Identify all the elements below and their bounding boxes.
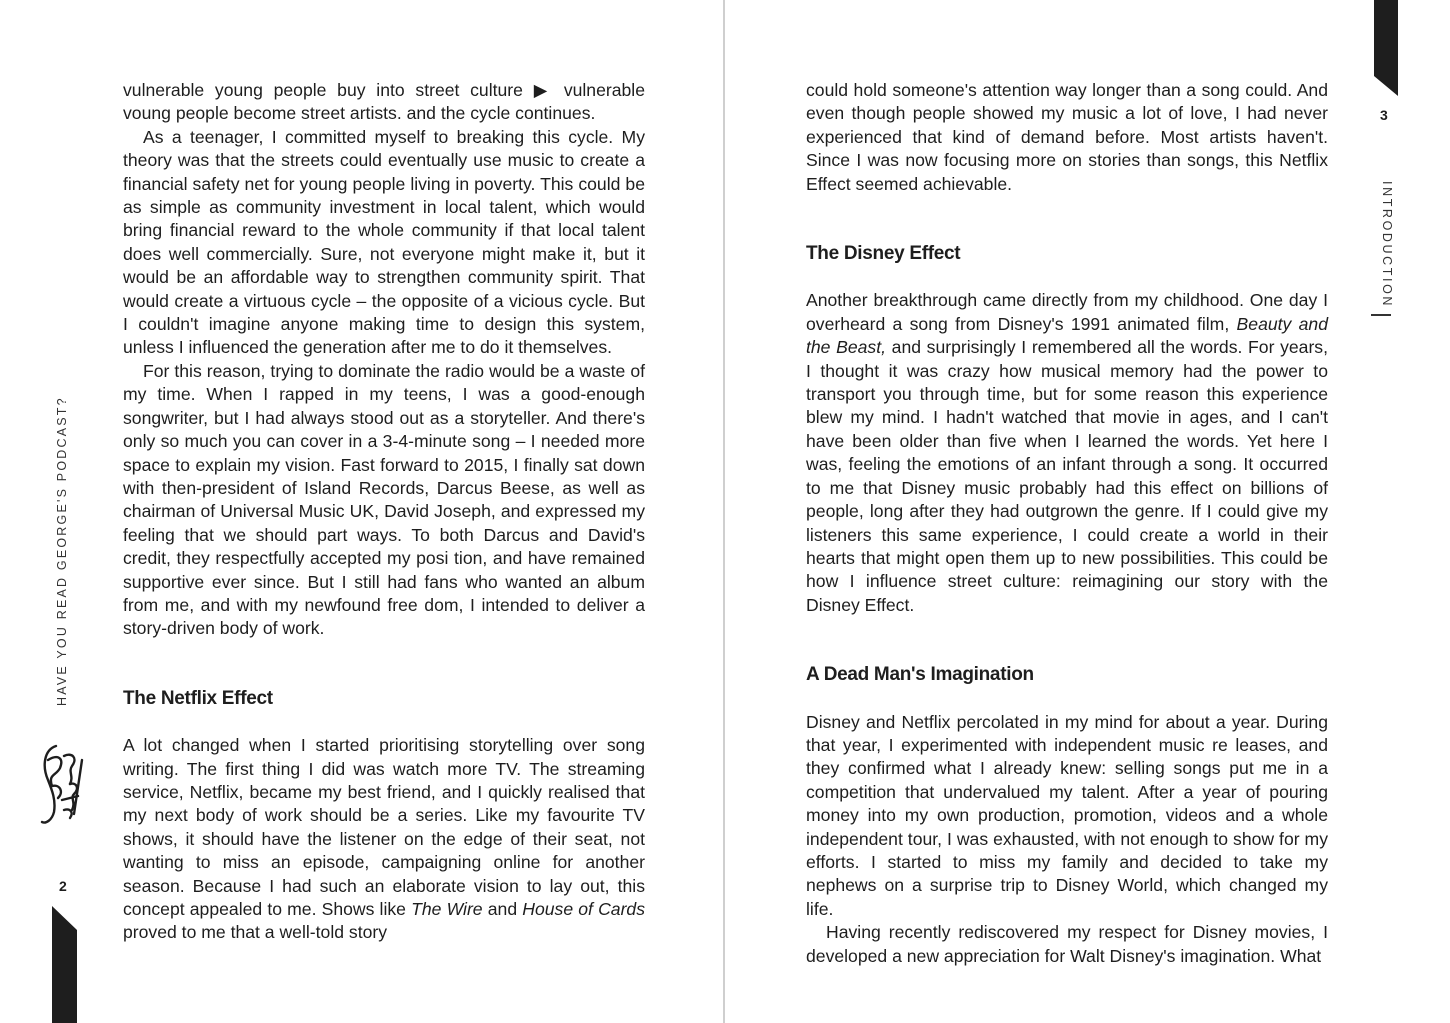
george-the-poet-signature-logo (34, 740, 88, 830)
paragraph-text: and (487, 899, 518, 919)
running-head-right: INTRODUCTION (1380, 181, 1394, 309)
paragraph-text: A lot changed when I started prioritising storytelling over song writing. The first thing I did was watch more TV. The streaming service, Netflix, became my best friend, and I quickly realised that my next body of work should be a series. Like my favourite TV shows, it should have the listener on the edge of their seat, not wanting to miss an episode, campaigning online for another season. Because I had such an elaborate vision to lay out, this concept appealed to me. Shows like (123, 735, 645, 919)
thumb-tab-left (52, 906, 77, 1023)
paragraph-text: proved to me that a well-told story (123, 922, 388, 943)
paragraph: Disney and Netflix percolated in my mind for about a year. During that year, I experimented with independent music re leases, and they confirmed what I already knew: selling songs put me in a competition that undervalued my talent. After a year of pouring money into my own production, promotion, videos and a whole independent tour, I was exhausted, with not enough to show for my efforts. I started to miss my family and decided to take my nephews on a surprise trip to Disney World, which changed my life. (806, 711, 1328, 919)
paragraph-netflix (123, 734, 645, 945)
section-heading-netflix: The Netflix Effect (123, 687, 273, 709)
title-house-of-cards: House of Cards (522, 899, 646, 919)
paragraph: For this reason, trying to dominate the radio would be a waste of my time. When I rapped in my teens, I was a good-enough songwriter, but I had always stood out as a storyteller. And there's only so much you can cover in a 3-4-minute song – I needed more space to explain my vision. Fast forward to 2015, I finally sat down with then-president of Island Records, Darcus Beese, as well as chairman of Universal Music UK, David Joseph, and expressed my feeling that we should part ways. To both Darcus and David's credit, they respectfully accepted my posi tion, and have remained supportive ever since. But I still had fans who wanted an album from me, and with my newfound free dom, I intended to deliver a story-driven body of work. (123, 360, 645, 639)
right-text-column (806, 79, 1328, 968)
thumb-tab-right (1374, 0, 1398, 96)
title-beauty-and-the-beast: Beauty and the Beast, (806, 313, 1328, 358)
paragraph-text: Another breakthrough came directly from my childhood. One day I overheard a song from Disney's 1991 animated film, (806, 290, 1328, 334)
paragraph-disney (806, 289, 1328, 617)
page-number-left: 2 (59, 878, 67, 894)
paragraph-text: and surprisingly I remembered all the words. For years, I thought it was crazy how musical memory had the power to transport you through time, but for some reason this experience blew my mind. I hadn't watched that movie in ages, and I can't have been older than five when I learned the words. Yet here I was, feeling the emotions of an infant through a song. It occurred to me that Disney music probably had this effect on billions of people, long after they had outgrown the genre. If I could give my listeners this same experience, I could create a world in their hearts that might open them up to new possibilities. This could be how I influence street culture: reimagining our story with the Disney Effect. (806, 337, 1328, 615)
right-page (726, 0, 1450, 1023)
running-head-left: HAVE YOU READ GEORGE'S PODCAST? (55, 396, 69, 706)
paragraph: could hold someone's attention way longer than a song could. And even though people showed my music a lot of love, I had never experienced that kind of demand before. Most artists haven't. Since I was now focusing more on stories than songs, this Netflix Effect seemed achievable. (806, 80, 1328, 194)
left-text-column (123, 79, 645, 945)
title-the-wire: The Wire (411, 899, 483, 919)
running-head-divider (1371, 314, 1391, 316)
paragraph: vulnerable young people buy into street culture ▶ vulnerable voung people become street artists. and the cycle continues. (123, 80, 645, 124)
section-heading-dead-man: A Dead Man's Imagination (806, 664, 1034, 686)
page-number-right: 3 (1380, 107, 1388, 123)
section-heading-disney: The Disney Effect (806, 243, 961, 265)
left-page (0, 0, 724, 1023)
paragraph: Having recently rediscovered my respect for Disney movies, I developed a new appreciation for Walt Disney's imagination. What (806, 922, 1328, 966)
paragraph: As a teenager, I committed myself to breaking this cycle. My theory was that the streets could eventually use music to create a financial safety net for young people living in poverty. This could be as simple as community investment in local talent, which would bring financial reward to the whole community if that local talent does well commercially. Sure, not everyone might make it, but it would be an affordable way to strengthen community spirit. That would create a virtuous cycle – the opposite of a vicious cycle. But I couldn't imagine anyone making time to design this system, unless I influenced the generation after me to do it themselves. (123, 126, 645, 358)
